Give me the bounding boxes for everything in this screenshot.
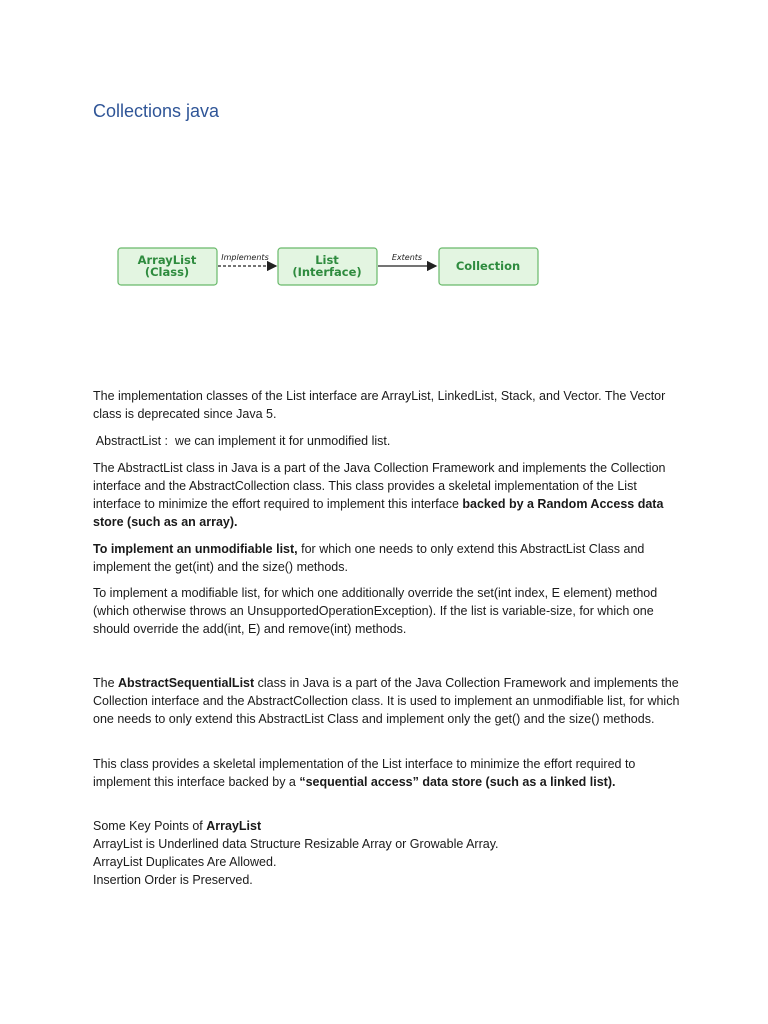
implements-edge [218,253,276,266]
document-title: Collections java [93,101,220,121]
arraylist-node-label: ArrayList [137,253,197,267]
paragraph-text-normal: The [93,676,119,690]
key-points-heading [93,817,683,835]
paragraph-text [93,674,683,728]
paragraph-unmodifiable-list [93,540,683,576]
paragraph-sequential-access [93,755,683,791]
arraylist-node [118,248,217,285]
paragraph-text [93,755,683,791]
paragraph-text [93,459,683,531]
paragraph-text-bold: To implement an unmodifiable list, [93,542,298,556]
paragraph-text: To implement a modifiable list, for which one additionally override the set(int index, E element) method (which otherwise throws an UnsupportedOperationException). If the list is variable-size, for which one should override the add(int, E) and remove(int) methods. [93,586,658,636]
extends-edge [378,253,436,266]
collection-node [439,248,538,285]
key-points-arraylist [93,817,683,889]
key-point-item: Insertion Order is Preserved. [93,873,253,887]
paragraph-text-bold: “sequential access” data store (such as a linked list). [299,775,616,789]
paragraph-implementation-classes [93,387,683,423]
key-point-item: ArrayList is Underlined data Structure Resizable Array or Growable Array. [93,837,499,851]
list-node-label: List [315,253,339,267]
paragraph-text-normal: This class provides a skeletal implementation of the List interface to minimize the effort required to implement this interface backed by a [93,757,636,789]
class-hierarchy-diagram [110,240,550,296]
paragraph-text-normal: for which one needs to only extend this AbstractList Class and implement the get(int) and the size() methods. [93,542,645,574]
list-node [278,248,377,285]
extends-edge-label: Extents [391,253,423,262]
implements-edge-label: Implements [221,253,269,262]
paragraph-modifiable-list [93,584,683,638]
paragraph-text: AbstractList : we can implement it for unmodified list. [93,434,391,448]
arraylist-node-sublabel: (Class) [144,265,190,279]
paragraph-text-bold: AbstractSequentialList [118,676,255,690]
key-point-item: ArrayList Duplicates Are Allowed. [93,855,277,869]
paragraph-abstractlist-intro [93,432,683,450]
list-node-sublabel: (Interface) [292,265,362,279]
paragraph-text [93,540,683,576]
paragraph-abstractlist-description [93,459,683,531]
key-points-heading-bold: ArrayList [206,819,262,833]
paragraph-text: The implementation classes of the List interface are ArrayList, LinkedList, Stack, and Vector. The Vector class is deprecated since Java 5. [93,389,666,421]
paragraph-abstractsequentiallist [93,674,683,728]
collection-node-label: Collection [455,259,521,273]
key-points-heading-normal: Some Key Points of [93,819,207,833]
paragraph-text-bold: backed by a Random Access data store (such as an array). [93,497,664,529]
paragraph-text-normal: class in Java is a part of the Java Collection Framework and implements the Collection interface and the AbstractCollection class. It is used to implement an unmodifiable list, for which one needs to only extend this AbstractList Class and implement only the get() and the size() methods. [93,676,680,726]
paragraph-text-normal: The AbstractList class in Java is a part of the Java Collection Framework and implements the Collection interface and the AbstractCollection class. This class provides a skeletal implementation of the List interface to minimize the effort required to implement this interface [93,461,666,511]
